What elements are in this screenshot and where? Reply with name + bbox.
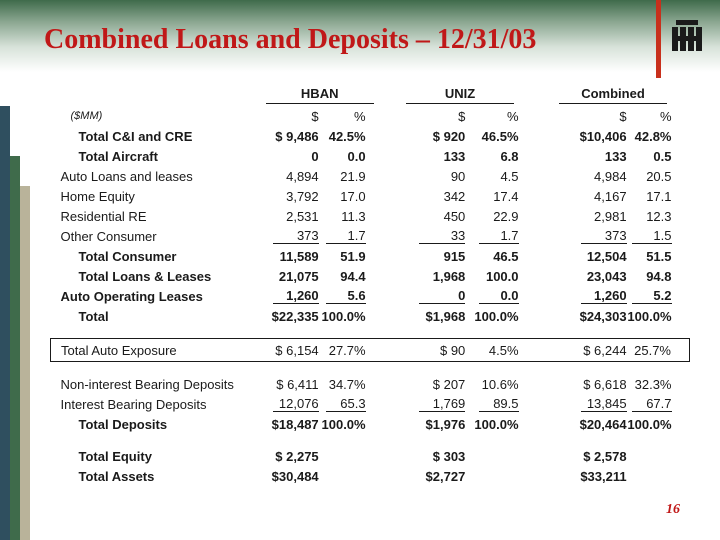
cell-value: 1.7 [479,228,519,244]
cell [319,446,384,466]
row-label: Auto Operating Leases [60,288,203,304]
cell-value: 67.7 [632,396,672,412]
table-row [51,166,690,186]
row-label: Auto Loans and leases [60,168,193,184]
cell-value: 0.0 [479,288,519,304]
table-row [51,286,690,306]
table-row [51,186,690,206]
cell: $10,406 [579,128,627,144]
cell [256,286,319,306]
cell: $20,464 [579,416,627,432]
row-label: Other Consumer [60,228,157,244]
cell: 94.4 [340,268,366,284]
left-decor-bars [0,106,36,540]
cell [319,286,384,306]
cell: 42.8% [634,128,672,144]
cell: 23,043 [586,268,627,284]
cell: 100.0% [627,416,672,432]
col-header: % [354,108,366,124]
auto-exposure-row [51,339,690,362]
cell-value: 5.6 [326,288,366,304]
cell: 11.3 [341,208,366,224]
cell: $ 2,275 [275,448,319,464]
cell: 51.9 [340,248,366,264]
cell-value: 13,845 [581,396,627,412]
cell: 100.0% [474,416,519,432]
table-row [51,374,690,394]
row-label: Home Equity [60,188,135,204]
cell [627,394,690,414]
cell [537,226,627,246]
loans-deposits-table [50,84,690,486]
cell [256,226,319,246]
cell: $ 6,618 [583,376,627,392]
group-hban: HBAN [266,86,374,104]
slide-title: Combined Loans and Deposits – 12/31/03 [44,24,537,55]
table-row [51,126,690,146]
table-row [51,146,690,166]
cell: $ 207 [432,376,466,392]
row-label: Total C&I and CRE [78,128,193,144]
cell [256,394,319,414]
cell [465,446,536,466]
row-label: Interest Bearing Deposits [60,396,207,412]
cell: 27.7% [319,339,384,362]
cell: 100.0 [485,268,519,284]
cell [465,466,536,486]
table-row [51,306,690,326]
cell: 17.0 [340,188,366,204]
cell: $ 6,244 [537,339,627,362]
cell: 100.0% [474,308,519,324]
page-number: 16 [666,502,680,517]
group-header-row [51,84,690,106]
cell: 100.0% [321,416,366,432]
cell: 46.5 [493,248,519,264]
cell-value: 373 [581,228,627,244]
table-row [51,414,690,434]
cell [627,286,690,306]
cell-value: 0 [419,288,465,304]
column-header-row [51,106,690,126]
cell: $ 6,411 [276,376,319,392]
row-label: Total Auto Exposure [51,339,256,362]
cell: 25.7% [627,339,690,362]
cell: 342 [443,188,466,204]
table-row [51,246,690,266]
table-row [51,206,690,226]
cell: 46.5% [481,128,519,144]
cell: 22.9 [493,208,519,224]
cell [465,286,536,306]
cell [465,394,536,414]
cell: 4.5 [500,168,519,184]
group-combined: Combined [559,86,667,104]
cell-value: 1,260 [581,288,627,304]
cell: $ 920 [432,128,466,144]
cell: $ 2,578 [583,448,627,464]
col-header: $ [619,108,627,124]
cell: 3,792 [286,188,319,204]
cell: 17.1 [646,188,672,204]
cell: 4.5% [465,339,536,362]
cell: 20.5 [646,168,672,184]
table-row [51,446,690,466]
cell-value: 1.5 [632,228,672,244]
cell: $ 9,486 [275,128,319,144]
cell: $ 90 [384,339,466,362]
cell-value: 373 [273,228,319,244]
cell-value: 65.3 [326,396,366,412]
cell [627,226,690,246]
cell-value: 89.5 [479,396,519,412]
cell-value: 1,769 [419,396,465,412]
row-label: Total Deposits [78,416,168,432]
cell: $ 6,154 [256,339,319,362]
cell: $1,968 [425,308,466,324]
cell: 11,589 [279,248,319,264]
cell-value: 5.2 [632,288,672,304]
cell: 21,075 [278,268,319,284]
table-row [51,266,690,286]
cell [537,286,627,306]
cell: 42.5% [328,128,366,144]
row-label: Total Aircraft [78,148,158,164]
cell [319,226,384,246]
cell [384,226,466,246]
table-row [51,394,690,414]
cell: 4,984 [594,168,627,184]
cell-value: 12,076 [273,396,319,412]
row-label: Total Equity [78,448,152,464]
cell: 34.7% [328,376,366,392]
cell: 90 [450,168,466,184]
cell [319,394,384,414]
cell: 12.3 [646,208,672,224]
row-label: Total Consumer [78,248,177,264]
cell: 1,968 [432,268,466,284]
cell: 133 [604,148,627,164]
col-header: $ [458,108,466,124]
row-label: Total Loans & Leases [78,268,212,284]
col-header: % [659,108,672,124]
cell: 32.3% [634,376,672,392]
cell-value: 33 [419,228,465,244]
cell [384,394,466,414]
cell [384,286,466,306]
cell: 51.5 [646,248,672,264]
row-label: Total Assets [78,468,155,484]
cell: 12,504 [586,248,627,264]
cell: 100.0% [627,308,672,324]
cell: 0 [311,148,319,164]
row-label: Total [78,308,109,324]
cell: 0.0 [347,148,366,164]
cell: $33,211 [580,468,627,484]
table-row [51,466,690,486]
cell: $2,727 [425,468,466,484]
cell: 2,981 [594,208,627,224]
cell-value: 1.7 [326,228,366,244]
cell [537,394,627,414]
row-label: Non-interest Bearing Deposits [60,376,234,392]
cell: $ 303 [432,448,466,464]
col-header: $ [311,108,319,124]
cell: $30,484 [271,468,319,484]
cell: 4,894 [286,168,319,184]
cell: 133 [443,148,466,164]
cell: 21.9 [340,168,366,184]
cell: $1,976 [425,416,466,432]
table-row [51,226,690,246]
group-uniz: UNIZ [406,86,514,104]
row-label: Residential RE [60,208,147,224]
cell [319,466,384,486]
cell: 10.6% [481,376,519,392]
cell: 17.4 [493,188,519,204]
col-header: % [506,108,519,124]
cell: 915 [443,248,466,264]
cell: $22,335 [271,308,319,324]
cell: 4,167 [594,188,627,204]
cell [627,446,690,466]
accent-rule [656,0,661,78]
cell: 100.0% [321,308,366,324]
huntington-logo-icon [668,18,706,58]
cell-value: 1,260 [273,288,319,304]
cell: 0.5 [653,148,672,164]
cell: 2,531 [286,208,319,224]
cell [465,226,536,246]
cell: 94.8 [646,268,672,284]
cell: $24,303 [579,308,627,324]
cell [627,466,690,486]
cell: $18,487 [271,416,319,432]
cell: 450 [443,208,466,224]
cell: 6.8 [500,148,519,164]
unit-label: ($MM) [70,110,103,122]
